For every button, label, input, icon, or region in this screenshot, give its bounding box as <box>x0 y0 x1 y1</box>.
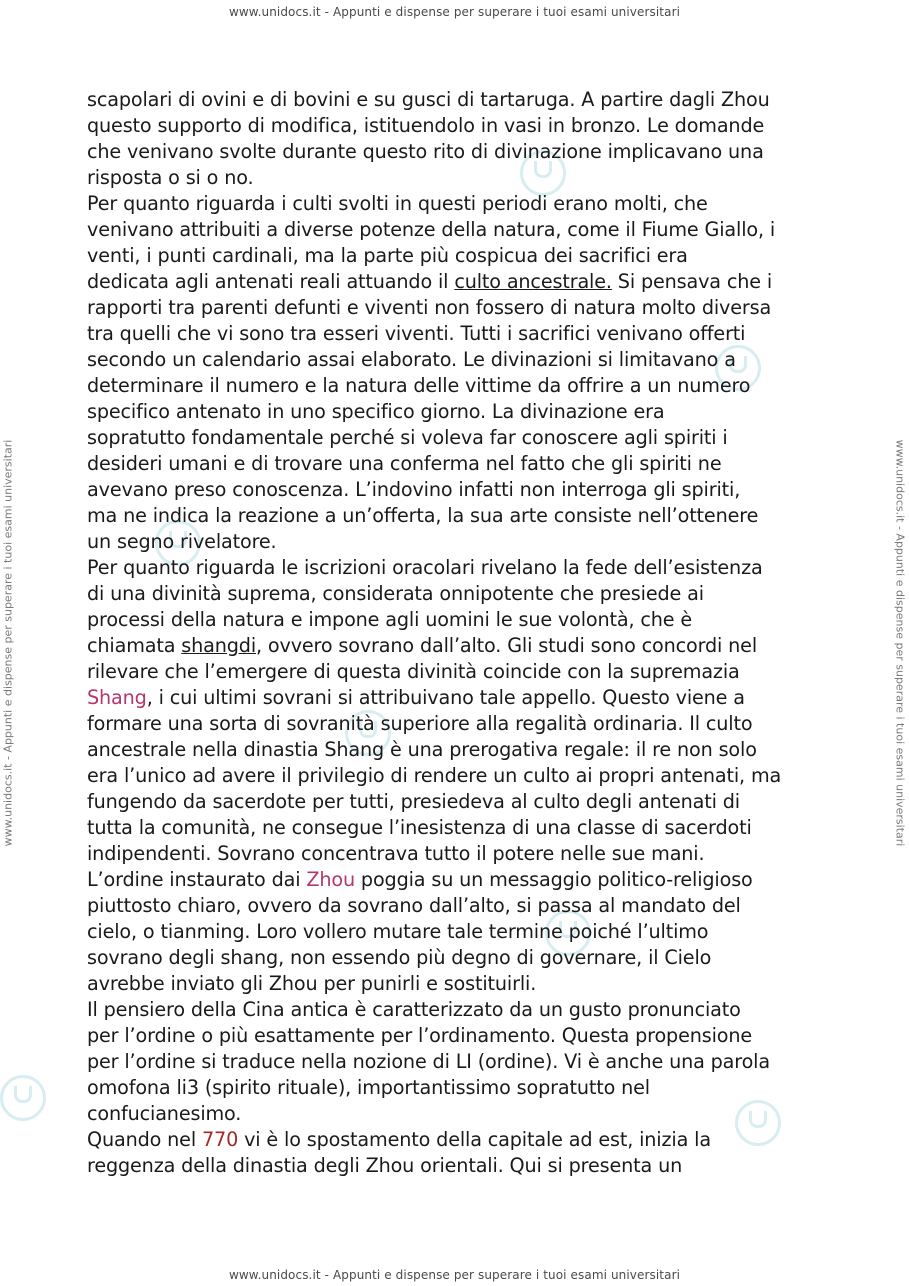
text-run: Per quanto riguarda i culti svolti in questi periodi erano molti, che venivano attribuiti a diverse potenze della natura, come il Fiume Giallo, i venti, i punti cardinali, ma la parte più cospicua dei sacrifici era dedicata agli antenati reali attuando il <box>87 192 776 293</box>
left-margin-banner: www.unidocs.it - Appunti e dispense per superare i tuoi esami universitari <box>1 439 15 847</box>
underlined-term: culto ancestrale. <box>454 270 612 293</box>
text-run: Il pensiero della Cina antica è caratterizzato da un gusto pronunciato per l’ordine o più esattamente per l’ordinamento. Questa propensione per l’ordine si traduce nella nozione di LI (ordine). Vi è anche una parola omofona li3 (spirito rituale), importantissimo sopratutto nel confucianesimo. <box>87 998 770 1125</box>
body-paragraph <box>87 1127 827 1179</box>
page-header-banner: www.unidocs.it - Appunti e dispense per superare i tuoi esami universitari <box>228 5 681 19</box>
body-paragraph <box>87 555 827 867</box>
highlighted-term: 770 <box>201 1128 239 1151</box>
text-run: L’ordine instaurato dai <box>87 868 307 891</box>
highlighted-term: Zhou <box>306 868 355 891</box>
text-run: poggia su un messaggio politico-religioso piuttosto chiaro, ovvero da sovrano dall’alto, si passa al mandato del cielo, o tianming. Loro vollero mutare tale termine poiché l’ultimo sovrano degli shang, non essendo più degno di governare, il Cielo avrebbe inviato gli Zhou per punirli e sostituirli. <box>87 868 753 995</box>
underlined-term: shangdi <box>181 634 256 657</box>
text-run: scapolari di ovini e di bovini e su gusci di tartaruga. A partire dagli Zhou questo supporto di modifica, istituendolo in vasi in bronzo. Le domande che venivano svolte durante questo rito di divinazione implicavano una risposta o si o no. <box>87 88 770 189</box>
highlighted-term: Shang <box>87 686 147 709</box>
text-run: Quando nel <box>87 1128 202 1151</box>
text-run: , ovvero sovrano dall’alto. Gli studi sono concordi nel rilevare che l’emergere di questa divinità coincide con la supremazia <box>87 634 758 683</box>
body-paragraph <box>87 867 827 997</box>
page-footer-banner: www.unidocs.it - Appunti e dispense per superare i tuoi esami universitari <box>228 1268 681 1282</box>
body-paragraph <box>87 191 827 555</box>
text-run: Per quanto riguarda le iscrizioni oracolari rivelano la fede dell’esistenza di una divinità suprema, considerata onnipotente che presiede ai processi della natura e impone agli uomini le sue volontà, che è chiamata <box>87 556 763 657</box>
text-run: Si pensava che i rapporti tra parenti defunti e viventi non fossero di natura molto diversa tra quelli che vi sono tra esseri viventi. Tutti i sacrifici venivano offerti secondo un calendario assai elaborato. Le divinazioni si limitavano a determinare il numero e la natura delle vittime da offrire a un numero specifico antenato in uno specifico giorno. La divinazione era sopratutto fondamentale perché si voleva far conoscere agli spiriti i desideri umani e di trovare una conferma nel fatto che gli spiriti ne avevano preso conoscenza. L’indovino infatti non interroga gli spiriti, ma ne indica la reazione a un’offerta, la sua arte consiste nell’ottenere un segno rivelatore. <box>87 270 773 553</box>
text-run: vi è lo spostamento della capitale ad est, inizia la reggenza della dinastia degli Zhou orientali. Qui si presenta un <box>87 1128 711 1177</box>
right-margin-banner: www.unidocs.it - Appunti e dispense per superare i tuoi esami universitari <box>893 439 907 847</box>
body-paragraph <box>87 87 827 191</box>
unidocs-logo-icon <box>0 1075 46 1121</box>
text-run: , i cui ultimi sovrani si attribuivano tale appello. Questo viene a formare una sorta di sovranità superiore alla regalità ordinaria. Il culto ancestrale nella dinastia Shang è una prerogativa regale: il re non solo era l’unico ad avere il privilegio di rendere un culto ai propri antenati, ma fungendo da sacerdote per tutti, presiedeva al culto degli antenati di tutta la comunità, ne consegue l’inesistenza di una classe di sacerdoti indipendenti. Sovrano concentrava tutto il potere nelle sue mani. <box>87 686 782 865</box>
document-body <box>87 87 827 1179</box>
body-paragraph <box>87 997 827 1127</box>
